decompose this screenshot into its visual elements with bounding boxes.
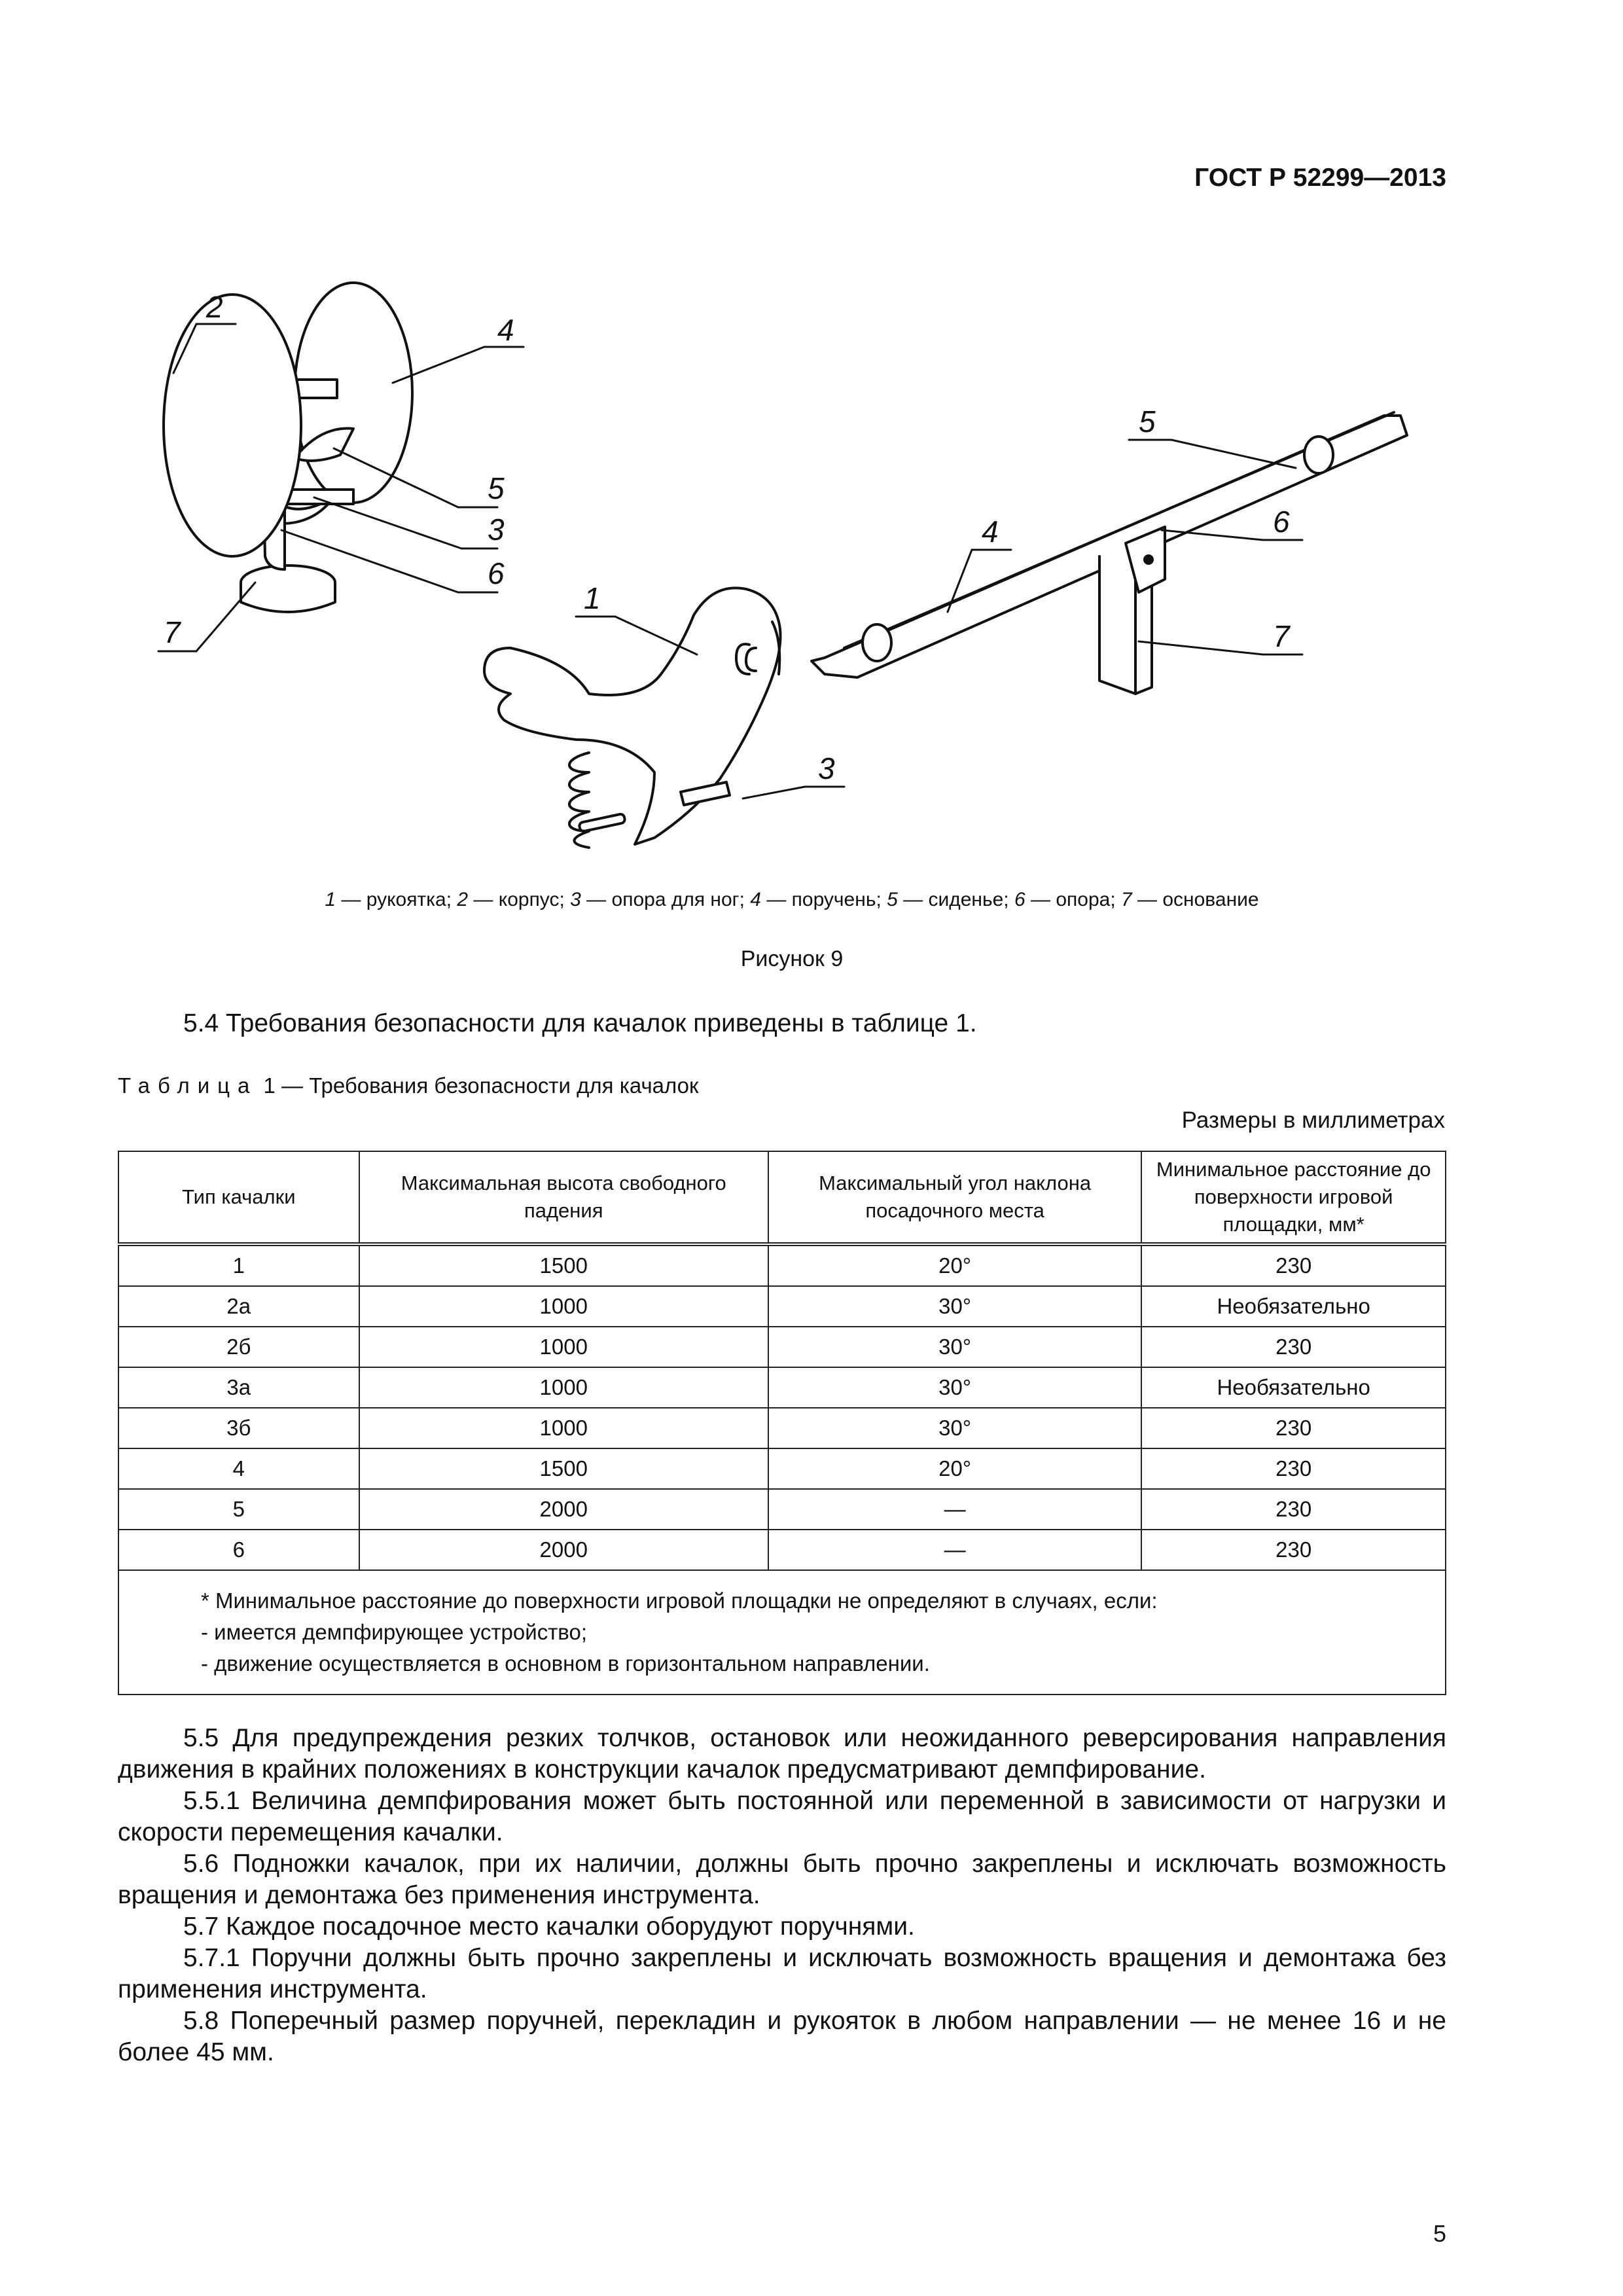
legend-num-7: 7 [1121, 889, 1132, 910]
cell-fall-height: 1000 [359, 1327, 768, 1367]
legend-num-6: 6 [1014, 889, 1026, 910]
cell-type: 2б [118, 1327, 359, 1367]
cell-min-clearance: 230 [1141, 1408, 1446, 1448]
callout-5-left: 5 [488, 471, 505, 505]
page-number: 5 [1433, 2220, 1446, 2247]
legend-num-3: 3 [570, 889, 581, 910]
legend-text-3: — опора для ног; [580, 889, 751, 910]
cell-fall-height: 2000 [359, 1489, 768, 1530]
table-row [118, 1244, 1446, 1286]
cell-min-clearance: 230 [1141, 1530, 1446, 1570]
callout-7-right: 7 [1273, 619, 1290, 653]
cell-type: 2а [118, 1286, 359, 1327]
table-units: Размеры в миллиметрах [1181, 1107, 1445, 1133]
cell-seat-angle: 20° [768, 1448, 1141, 1489]
cell-seat-angle: — [768, 1489, 1141, 1530]
legend-text-7: — основание [1132, 889, 1259, 910]
table-notes-row [118, 1570, 1446, 1695]
figure-title: Рисунок 9 [740, 946, 844, 971]
table-note: - имеется демпфирующее устройство; [201, 1620, 587, 1644]
callout-5-right: 5 [1139, 404, 1156, 439]
section-5-8: 5.8 Поперечный размер поручней, перекладин и рукояток в любом направлении — не менее 16 и не более 45 мм. [118, 2007, 1446, 2066]
legend-text-5: — сиденье; [897, 889, 1014, 910]
legend-num-2: 2 [457, 889, 469, 910]
cell-type: 3б [118, 1408, 359, 1448]
table-row [118, 1530, 1446, 1570]
table-caption-label: Таблица [118, 1073, 258, 1098]
cell-seat-angle: 20° [768, 1244, 1141, 1286]
table-row [118, 1327, 1446, 1367]
legend-num-5: 5 [887, 889, 898, 910]
table-row [118, 1448, 1446, 1489]
cell-fall-height: 1000 [359, 1408, 768, 1448]
cell-fall-height: 1500 [359, 1244, 768, 1286]
cell-min-clearance: 230 [1141, 1327, 1446, 1367]
cell-seat-angle: 30° [768, 1286, 1141, 1327]
table-header-row [118, 1151, 1446, 1244]
cell-min-clearance: Необязательно [1141, 1286, 1446, 1327]
legend-text-1: — рукоятка; [336, 889, 457, 910]
callout-4-right: 4 [982, 514, 999, 548]
legend-text-4: — поручень; [760, 889, 887, 910]
figure-9-illustration [118, 216, 1466, 870]
table-caption [118, 1073, 903, 1098]
cell-seat-angle: 30° [768, 1408, 1141, 1448]
body-paragraphs [118, 1723, 1446, 2068]
section-5-5: 5.5 Для предупреждения резких толчков, остановок или неожиданного реверсирования направления движения в крайних положениях в конструкции качалок предусматривают демпфирование. [118, 1724, 1446, 1784]
legend-num-4: 4 [750, 889, 761, 910]
figure-legend [118, 889, 1466, 911]
callout-1-middle: 1 [584, 581, 601, 615]
header-seat-angle: Максимальный угол наклона посадочного места [768, 1151, 1141, 1244]
cell-seat-angle: 30° [768, 1367, 1141, 1408]
cell-fall-height: 1000 [359, 1286, 768, 1327]
section-5-7-1: 5.7.1 Поручни должны быть прочно закреплены и исключать возможность вращения и демонтажа без применения инструмента. [118, 1944, 1446, 2003]
cell-seat-angle: 30° [768, 1327, 1141, 1367]
callout-2-left: 2 [206, 290, 223, 324]
cell-type: 5 [118, 1489, 359, 1530]
cell-seat-angle: — [768, 1530, 1141, 1570]
legend-text-6: — опора; [1025, 889, 1121, 910]
table-row [118, 1489, 1446, 1530]
section-5-6: 5.6 Подножки качалок, при их наличии, должны быть прочно закреплены и исключать возможность вращения и демонтажа без применения инструмента. [118, 1850, 1446, 1909]
section-5-7: 5.7 Каждое посадочное место качалки оборудуют поручнями. [183, 1912, 915, 1941]
table-caption-title: 1 — Требования безопасности для качалок [257, 1073, 699, 1098]
callout-3-left: 3 [488, 512, 505, 547]
table-row [118, 1286, 1446, 1327]
section-5-5-1: 5.5.1 Величина демпфирования может быть постоянной или переменной в зависимости от нагрузки и скорости перемещения качалки. [118, 1787, 1446, 1846]
table-notes [118, 1570, 1446, 1695]
cell-min-clearance: 230 [1141, 1448, 1446, 1489]
cell-min-clearance: 230 [1141, 1244, 1446, 1286]
cell-type: 1 [118, 1244, 359, 1286]
cell-type: 6 [118, 1530, 359, 1570]
cell-type: 3а [118, 1367, 359, 1408]
cell-fall-height: 2000 [359, 1530, 768, 1570]
spring-rocker-drawing [484, 588, 781, 848]
header-min-clearance: Минимальное расстояние до поверхности игровой площадки, мм* [1141, 1151, 1446, 1244]
header-type: Тип качалки [118, 1151, 359, 1244]
document-standard-header: ГОСТ Р 52299—2013 [1194, 164, 1446, 192]
legend-text-2: — корпус; [468, 889, 571, 910]
table-row [118, 1367, 1446, 1408]
callout-6-right: 6 [1273, 505, 1290, 539]
cell-min-clearance: 230 [1141, 1489, 1446, 1530]
callout-6-left: 6 [488, 556, 505, 590]
safety-requirements-table [118, 1151, 1446, 1695]
callout-3-middle: 3 [818, 751, 835, 785]
cell-fall-height: 1000 [359, 1367, 768, 1408]
seesaw-drawing [812, 412, 1407, 694]
callout-7-left: 7 [164, 615, 181, 649]
header-fall-height: Максимальная высота свободного падения [359, 1151, 768, 1244]
table-note: - движение осуществляется в основном в горизонтальном направлении. [201, 1651, 930, 1676]
table-row [118, 1408, 1446, 1448]
legend-num-1: 1 [325, 889, 336, 910]
section-5-4: 5.4 Требования безопасности для качалок приведены в таблице 1. [183, 1009, 977, 1037]
cell-type: 4 [118, 1448, 359, 1489]
cell-min-clearance: Необязательно [1141, 1367, 1446, 1408]
table-note: * Минимальное расстояние до поверхности игровой площадки не определяют в случаях, если: [201, 1588, 1158, 1613]
callout-4-left: 4 [497, 313, 514, 347]
cell-fall-height: 1500 [359, 1448, 768, 1489]
